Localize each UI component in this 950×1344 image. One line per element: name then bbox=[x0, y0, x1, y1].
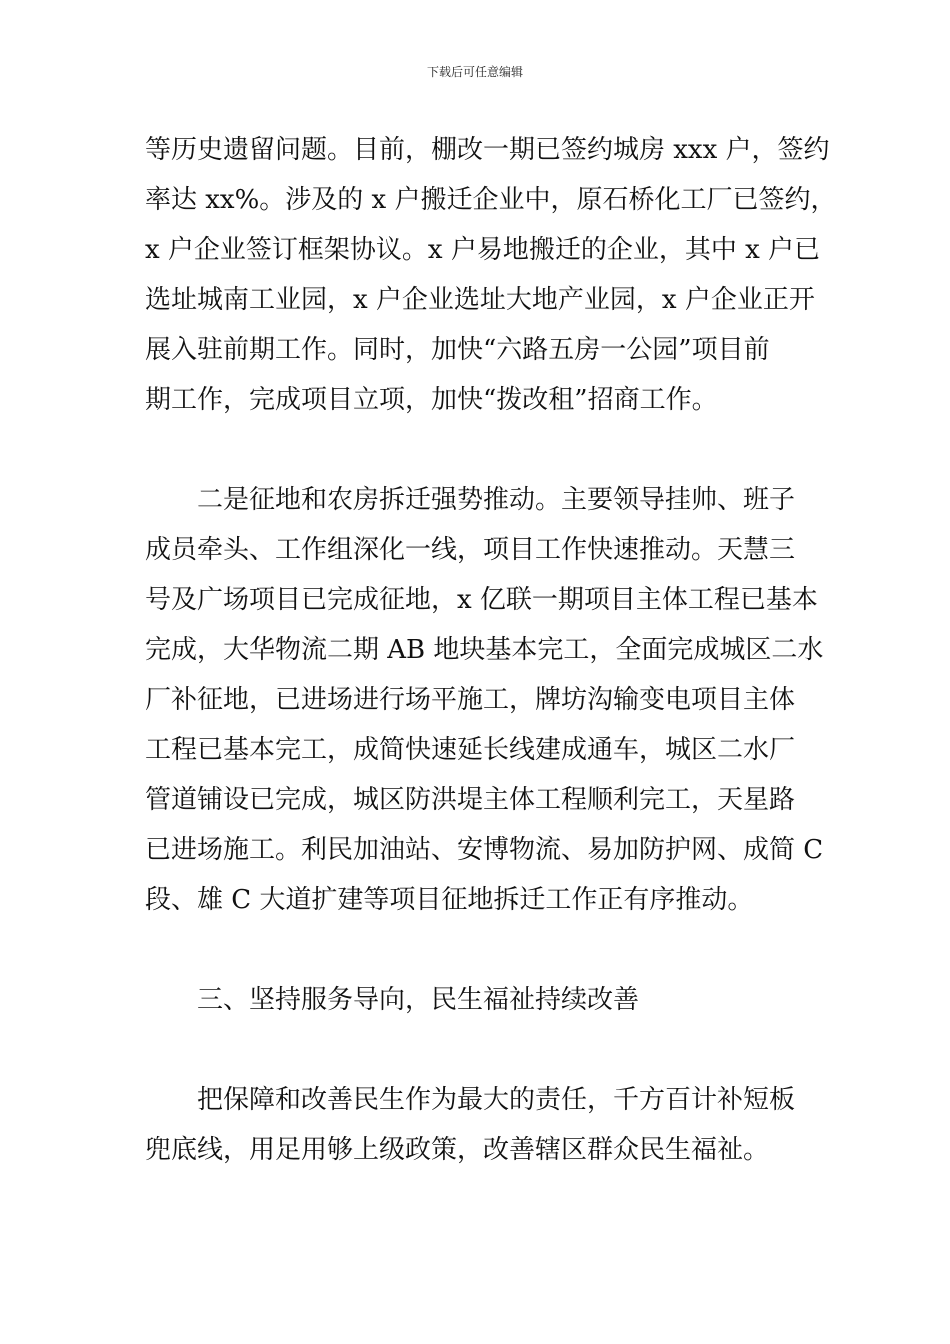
paragraph-line: 管道铺设已完成，城区防洪堤主体工程顺利完工，天星路 bbox=[145, 785, 796, 815]
paragraph-line: 号及广场项目已完成征地，x 亿联一期项目主体工程已基本 bbox=[145, 585, 818, 615]
section-heading-text: 三、坚持服务导向，民生福祉持续改善 bbox=[197, 985, 640, 1015]
paragraph-livelihood bbox=[145, 1075, 811, 1175]
page-header: 下载后可任意编辑 bbox=[426, 65, 523, 79]
paragraph-line: x 户企业签订框架协议。x 户易地搬迁的企业，其中 x 户已 bbox=[145, 235, 821, 265]
paragraph-line: 等历史遗留问题。目前，棚改一期已签约城房 xxx 户，签约 bbox=[145, 135, 830, 165]
paragraph-line: 已进场施工。利民加油站、安博物流、易加防护网、成简 C bbox=[145, 835, 824, 865]
paragraph-line: 成员牵头、工作组深化一线，项目工作快速推动。天慧三 bbox=[145, 535, 796, 565]
paragraph-land-acquisition bbox=[145, 475, 824, 925]
paragraph-line: 二是征地和农房拆迁强势推动。主要领导挂帅、班子 bbox=[197, 485, 796, 515]
paragraph-line: 段、雄 C 大道扩建等项目征地拆迁工作正有序推动。 bbox=[145, 885, 754, 915]
paragraph-line: 展入驻前期工作。同时，加快“六路五房一公园”项目前 bbox=[145, 335, 770, 365]
paragraph-line: 厂补征地，已进场进行场平施工，牌坊沟输变电项目主体 bbox=[145, 685, 796, 715]
paragraph-line: 兜底线，用足用够上级政策，改善辖区群众民生福祉。 bbox=[145, 1135, 770, 1165]
paragraph-line: 工程已基本完工，成简快速延长线建成通车，城区二水厂 bbox=[145, 735, 796, 765]
paragraph-line: 选址城南工业园，x 户企业选址大地产业园，x 户企业正开 bbox=[145, 285, 815, 315]
paragraph-line: 率达 xx%。涉及的 x 户搬迁企业中，原石桥化工厂已签约， bbox=[145, 185, 837, 215]
section-heading bbox=[145, 975, 811, 1025]
paragraph-line: 把保障和改善民生作为最大的责任，千方百计补短板 bbox=[197, 1085, 796, 1115]
paragraph-line: 期工作，完成项目立项，加快“拨改租”招商工作。 bbox=[145, 385, 718, 415]
paragraph-continued bbox=[145, 125, 837, 425]
paragraph-line: 完成，大华物流二期 AB 地块基本完工，全面完成城区二水 bbox=[145, 635, 824, 665]
